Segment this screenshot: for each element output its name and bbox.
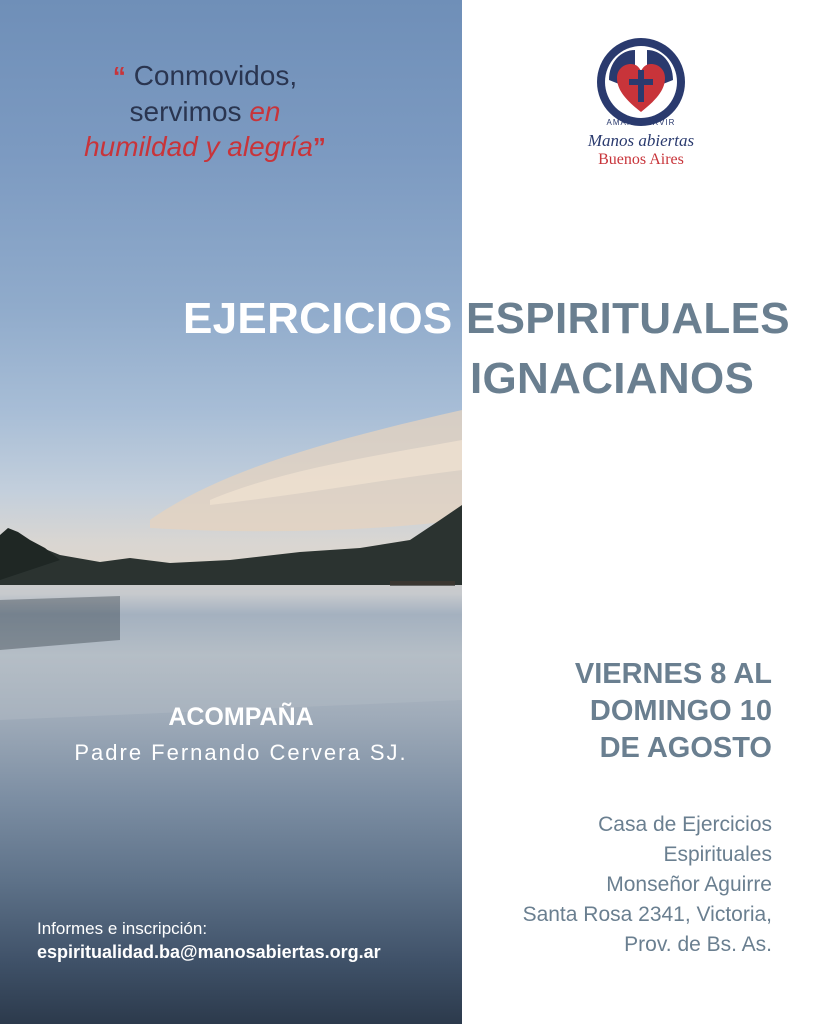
title-word-2: ESPIRITUALES <box>466 294 790 343</box>
logo-city: Buenos Aires <box>598 151 684 168</box>
venue-line-1: Casa de Ejercicios <box>598 813 772 836</box>
venue-line-5: Prov. de Bs. As. <box>624 933 772 956</box>
venue-line-2: Espirituales <box>663 843 772 866</box>
title-word-1: EJERCICIOS <box>183 294 453 343</box>
quote-text-2-red: en <box>249 96 281 127</box>
quote <box>40 58 370 165</box>
quote-text-2: servimos <box>129 96 250 127</box>
close-quote-mark: ” <box>312 132 326 162</box>
quote-line-3 <box>40 129 370 165</box>
logo-heart-hands-icon <box>595 36 687 128</box>
quote-line-2 <box>40 94 370 129</box>
venue-line-4: Santa Rosa 2341, Victoria, <box>522 903 772 926</box>
logo-arc-text: AMARYSERVIR <box>606 118 676 127</box>
date-line-3: DE AGOSTO <box>599 732 772 764</box>
date-line-1: VIERNES 8 AL <box>574 658 772 690</box>
info-email: espiritualidad.ba@manosabiertas.org.ar <box>37 942 381 962</box>
open-quote-mark: “ <box>112 61 126 91</box>
quote-line-1 <box>40 58 370 94</box>
acompana-name: Padre Fernando Cervera SJ. <box>74 740 408 765</box>
date-line-2: DOMINGO 10 <box>589 695 772 727</box>
quote-text-1: Conmovidos, <box>133 60 298 91</box>
acompana-label: ACOMPAÑA <box>168 703 314 731</box>
info-label: Informes e inscripción: <box>37 919 208 938</box>
quote-text-3-red: humildad y alegría <box>84 131 313 162</box>
venue-line-3: Monseñor Aguirre <box>606 873 772 896</box>
logo-name: Manos abiertas <box>587 131 695 150</box>
title-word-3: IGNACIANOS <box>470 354 755 403</box>
logo <box>576 36 706 169</box>
event-dates <box>575 656 772 767</box>
venue <box>523 810 772 960</box>
